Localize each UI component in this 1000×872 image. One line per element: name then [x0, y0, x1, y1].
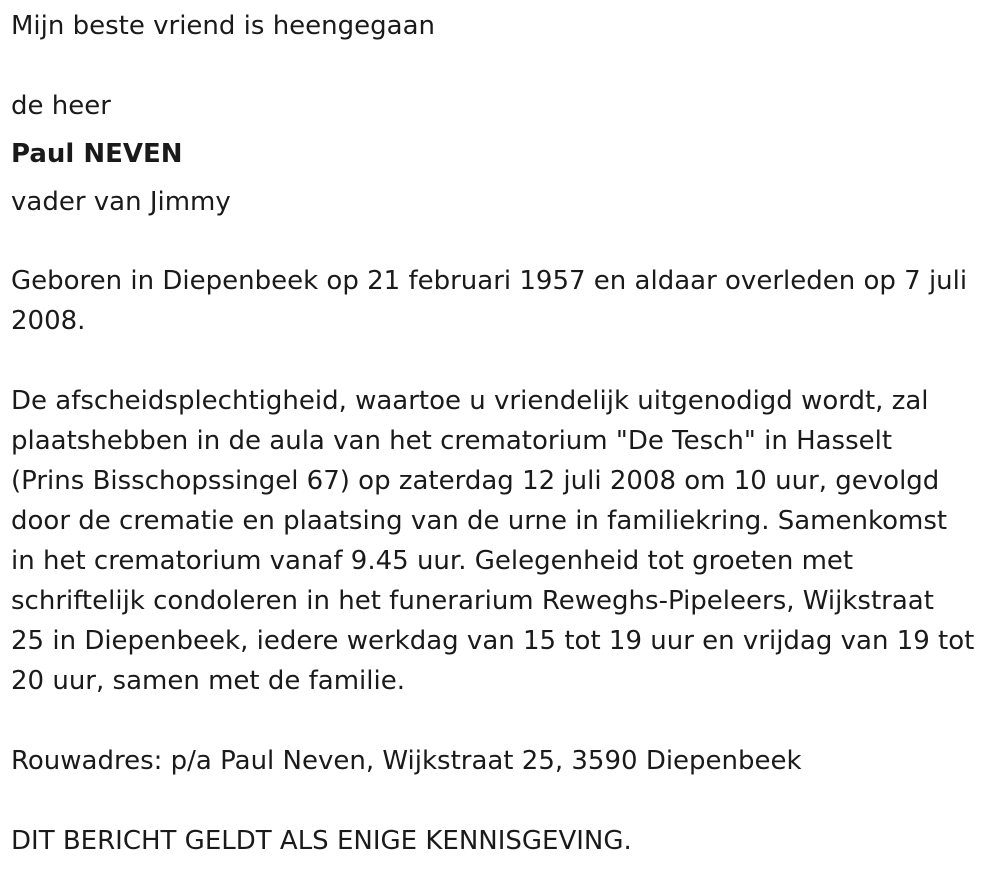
paragraph-line: 20 uur, samen met de familie. — [11, 666, 405, 696]
address-line: Rouwadres: p/a Paul Neven, Wijkstraat 25, 3590 Diepenbeek — [11, 746, 802, 776]
birth-death-paragraph — [11, 261, 986, 341]
mourning-address — [11, 741, 986, 781]
paragraph-line: 2008. — [11, 306, 86, 336]
relation-text: vader van Jimmy — [11, 187, 231, 217]
ceremony-paragraph — [11, 381, 986, 701]
intro-text: Mijn beste vriend is heengegaan — [11, 11, 435, 41]
honorific-title: de heer — [11, 91, 111, 121]
paragraph-line: in het crematorium vanaf 9.45 uur. Gelegenheid tot groeten met — [11, 546, 854, 576]
closing-line: DIT BERICHT GELDT ALS ENIGE KENNISGEVING. — [11, 826, 632, 856]
paragraph-line: (Prins Bisschopssingel 67) op zaterdag 12 juli 2008 om 10 uur, gevolgd — [11, 466, 940, 496]
paragraph-line: plaatshebben in de aula van het crematorium "De Tesch" in Hasselt — [11, 426, 893, 456]
paragraph-line: 25 in Diepenbeek, iedere werkdag van 15 tot 19 uur en vrijdag van 19 tot — [11, 626, 975, 656]
paragraph-line: schriftelijk condoleren in het funerarium Reweghs-Pipeleers, Wijkstraat — [11, 586, 934, 616]
paragraph-line: De afscheidsplechtigheid, waartoe u vriendelijk uitgenodigd wordt, zal — [11, 386, 929, 416]
paragraph-line: door de crematie en plaatsing van de urne in familiekring. Samenkomst — [11, 506, 948, 536]
deceased-name: Paul NEVEN — [11, 139, 183, 169]
paragraph-line: Geboren in Diepenbeek op 21 februari 1957 en aldaar overleden op 7 juli — [11, 266, 968, 296]
closing-notice — [11, 821, 986, 861]
